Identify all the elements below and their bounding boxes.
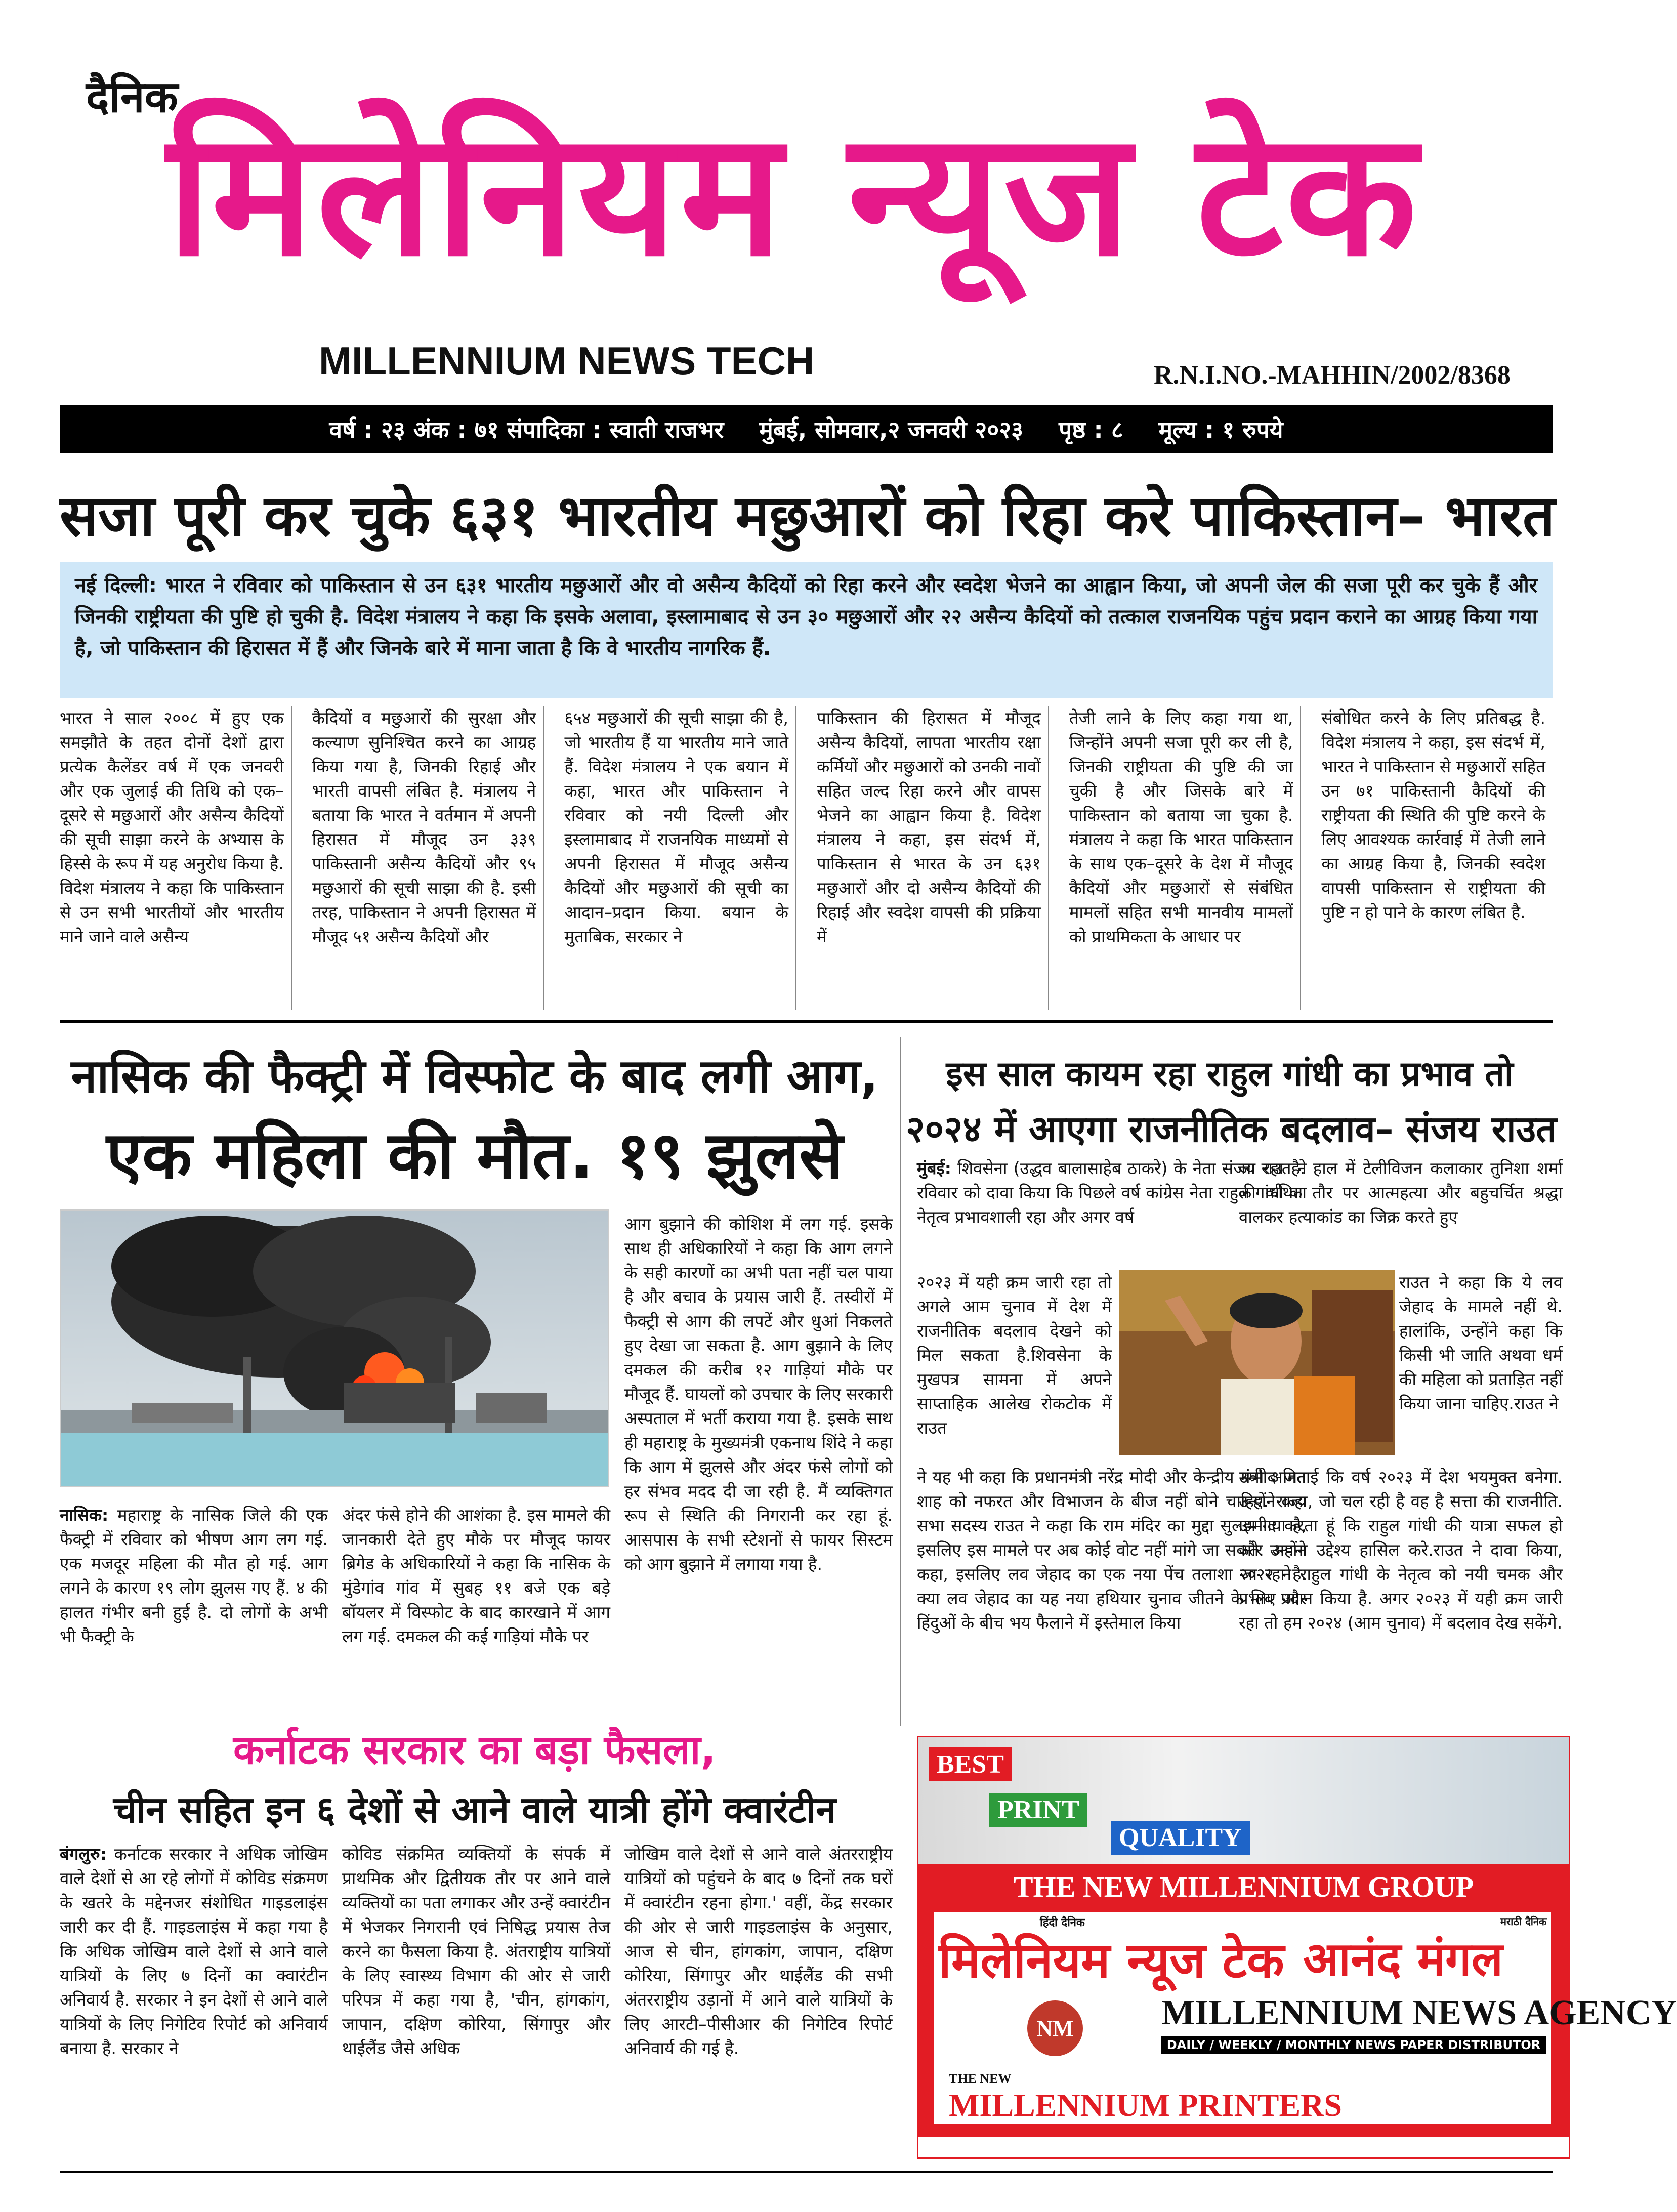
- story4-headline-line1: कर्नाटक सरकार का बड़ा फैसला,: [233, 1726, 716, 1773]
- story3-column: राउत ने कहा कि ये लव जेहाद के मामले नहीं थे. हालांकि, उन्होंने कहा कि किसी भी जाति अथवा धर्म की महिला को प्रताड़ित नहीं किया जाना चाहिए.राउत ने: [1399, 1272, 1563, 1413]
- group-advertisement: [917, 1736, 1677, 2159]
- story1-column: ६५४ मछुआरों की सूची साझा की है, जो भारतीय हैं या भारतीय माने जाते हैं. विदेश मंत्रालय ने एक बयान में कहा, भारत और पाकिस्तान ने रविवार को नयी दिल्ली और इस्लामाबाद में राजनयिक माध्यमों से अपनी हिरासत में मौजूद असैन्य कैदियों और मछुआरों की सूची का आदान–प्रदान किया. बयान के मुताबिक, सरकार ने: [564, 706, 796, 1010]
- story3-column-text: शिवसेना (उद्धव बालासाहेब ठाकरे) के नेता संजय राउत ने रविवार को दावा किया कि पिछले वर्ष कांग्रेस नेता राहुल गांधी का नेतृत्व प्रभावशाली रहा और अगर वर्ष: [917, 1158, 1307, 1227]
- ad-marathi-daily-label: मराठी दैनिक: [1500, 1915, 1547, 1928]
- story3-headline-line2: २०२४ में आएगा राजनीतिक बदलाव– संजय राउत: [906, 1108, 1557, 1150]
- story2-column: आग बुझाने की कोशिश में लग गई. इसके साथ ही अधिकारियों ने कहा कि आग लगने के सही कारणों का अभी पता नहीं चल पाया है और बचाव के प्रयास जारी हैं. तस्वीरों में फैक्ट्री से आग की लपटें और धुआं निकलते हुए देखा जा सकता है. आग बुझाने के लिए दमकल की करीब १२ गाड़ियां मौके पर मौजूद हैं. घायलों को उपचार के लिए सरकारी अस्पताल में भर्ती कराया गया है. इसके साथ ही महाराष्ट्र के मुख्यमंत्री एकनाथ शिंदे ने कहा कि आग में झुलसे और अंदर फंसे लोगों को हर संभव मदद दी जा रही है. मैं व्यक्तिगत रूप से स्थिति की निगरानी कर रहा हूं. आसपास के सभी स्टेशनों से फायर सिस्टम को आग बुझाने में लगाया गया है.: [624, 1214, 893, 1574]
- story4-headline-line2: चीन सहित इन ६ देशों से आने वाले यात्री होंगे क्वारंटीन: [113, 1788, 836, 1831]
- story2-headline-line1: नासिक की फैक्ट्री में विस्फोट के बाद लगी आग,: [71, 1049, 878, 1103]
- ad-hindi-daily-label: हिंदी दैनिक: [1040, 1916, 1085, 1929]
- story1-column: कैदियों व मछुआरों की सुरक्षा और कल्याण सुनिश्चित करने का आग्रह किया गया है, जिनकी रिहाई और भारती वापसी लंबित है. मंत्रालय ने बताया कि भारत ने वर्तमान में अपनी हिरासत में मौजूद उन ३३९ पाकिस्तानी असैन्य कैदियों और ९५ मछुआरों की सूची साझा की है. इसी तरह, पाकिस्तान ने अपनी हिरासत में मौजूद ५१ असैन्य कैदियों और: [312, 706, 544, 1010]
- story2-dateline: नासिक:: [60, 1505, 109, 1525]
- masthead-english-title: MILLENNIUM NEWS TECH: [319, 339, 815, 383]
- story3-column: जा रहा है. हाल में टेलीविजन कलाकार तुनिशा शर्मा की कथित तौर पर आत्महत्या और बहुचर्चित श्रद्धा वालकर हत्याकांड का जिक्र करते हुए: [1239, 1158, 1563, 1227]
- ad-quality-label: QUALITY: [1111, 1821, 1250, 1855]
- factory-fire-photo: [60, 1209, 609, 1487]
- masthead-title: मिलेनियम न्यूज टेक: [167, 95, 1420, 294]
- story1-column: पाकिस्तान की हिरासत में मौजूद असैन्य कैदियों, लापता भारतीय रक्षा कर्मियों और मछुआरों को उनकी नावों सहित जल्द रिहा करने और वापस भेजने का आह्वान किया है. विदेश मंत्रालय ने कहा, इस संदर्भ में, पाकिस्तान से भारत के उन ६३१ मछुआरों और दो असैन्य कैदियों की रिहाई और स्वदेश वापसी की प्रक्रिया में: [817, 706, 1049, 1010]
- ad-agency-subtitle: DAILY / WEEKLY / MONTHLY NEWS PAPER DISTRIBUTOR: [1161, 2036, 1546, 2054]
- story2-column: [60, 1503, 328, 1700]
- story1-columns: [60, 706, 1553, 1010]
- ad-hindi-title: मिलेनियम न्यूज टेक: [939, 1932, 1284, 1989]
- ad-print-label: PRINT: [989, 1793, 1087, 1827]
- story4-column-text: कर्नाटक सरकार ने अधिक जोखिम वाले देशों से आ रहे लोगों में कोविड संक्रमण के खतरे के मद्देनजर संशोधित गाइडलाइंस जारी कर दी हैं. गाइडलाइंस में कहा गया है कि अधिक जोखिम वाले देशों से आने वाले यात्रियों के लिए ७ दिनों का क्वारंटीन अनिवार्य है. सरकार ने इन देशों से आने वाले यात्रियों के लिए निगेटिव रिपोर्ट को अनिवार्य बनाया है. सरकार ने: [60, 1844, 328, 2058]
- story3-dateline: मुंबई:: [917, 1158, 951, 1178]
- section-divider: [60, 1020, 1553, 1023]
- story1-lead: नई दिल्ली: भारत ने रविवार को पाकिस्तान से उन ६३१ भारतीय मछुआरों और वो असैन्य कैदियों को रिहा करने और स्वदेश भेजने का आह्वान किया, जो अपनी जेल की सजा पूरी कर चुके हैं और जिनकी राष्ट्रीयता की पुष्टि हो चुकी है. विदेश मंत्रालय ने कहा कि इसके अलावा, इस्लामाबाद से उन ३० मछुआरों और २२ असैन्य कैदियों को तत्काल राजनयिक पहुंच प्रदान कराने का आग्रह किया गया है, जो पाकिस्तान की हिरासत में हैं और जिनके बारे में माना जाता है कि वे भारतीय नागरिक हैं.: [60, 562, 1553, 698]
- ad-nm-logo: NM: [1027, 2000, 1083, 2056]
- story4-column: कोविड संक्रमित व्यक्तियों के संपर्क में प्राथमिक और द्वितीयक तौर पर आने वाले व्यक्तियों का पता लगाकर और उन्हें क्वारंटीन में भेजकर निगरानी एवं निषिद्ध प्रयास तेज करने का फैसला किया है. अंतराष्ट्रीय यात्रियों के लिए स्वास्थ्य विभाग की ओर से जारी परिपत्र में कहा गया है, 'चीन, हांगकांग, जापान, दक्षिण कोरिया, सिंगापुर और थाईलैंड जैसे अधिक: [342, 1844, 610, 2058]
- story2-column: अंदर फंसे होने की आशंका है. इस मामले की जानकारी देते हुए मौके पर मौजूद फायर ब्रिगेड के अधिकारियों ने कहा कि नासिक के मुंडेगांव गांव में सुबह ११ बजे एक बड़े बॉयलर में विस्फोट के बाद कारखाने में आग लग गई. दमकल की कई गाड़ियां मौके पर: [342, 1505, 610, 1646]
- column-divider: [900, 1037, 901, 1726]
- story3-headline-line1: इस साल कायम रहा राहुल गांधी का प्रभाव तो: [946, 1054, 1514, 1094]
- ad-best-label: BEST: [929, 1747, 1012, 1781]
- masthead-daily-label: दैनिक: [86, 72, 178, 122]
- story2-headline-line2: एक महिला की मौत. १९ झुलसे: [106, 1118, 843, 1193]
- rni-number: R.N.I.NO.-MAHHIN/2002/8368: [1154, 361, 1511, 390]
- price: मूल्य : १ रुपये: [1158, 416, 1283, 443]
- story3-column: ने यह भी कहा कि प्रधानमंत्री नरेंद्र मोदी और केन्द्रीय मंत्री अमित शाह को नफरत और विभाजन के बीज नहीं बोने चाहिए. राज्य सभा सदस्य राउत ने कहा कि राम मंदिर का मुद्दा सुलझ गया है, इसलिए इस मामले पर अब कोई वोट नहीं मांगे जा सकते. उन्होंने कहा, इसलिए लव जेहाद का एक नया पेंच तलाशा जा रहा है. क्या लव जेहाद का यह नया हथियार चुनाव जीतने के लिए और हिंदुओं के बीच भय फैलाने में इस्तेमाल किया: [917, 1467, 1307, 1633]
- story3-column: २०२३ में यही क्रम जारी रहा तो अगले आम चुनाव में देश में राजनीतिक बदलाव देखने को मिल सकता है.शिवसेना के मुखपत्र सामना में अपने साप्ताहिक आलेख रोकटोक में राउत: [917, 1272, 1112, 1438]
- ad-agency-name: MILLENNIUM NEWS AGENCY: [1161, 1993, 1677, 2032]
- story3-column: उम्मीद जताई कि वर्ष २०२३ में देश भयमुक्त बनेगा. उन्होंने कहा, जो चल रही है वह है सत्ता की राजनीति. उम्मीद करता हूं कि राहुल गांधी की यात्रा सफल हो और अपना उद्देश्य हासिल करे.राउत ने दावा किया, २०२२ ने राहुल गांधी के नेतृत्व को नयी चमक और प्रभाव प्रदान किया है. अगर २०२३ में यही क्रम जारी रहा तो हम २०२४ (आम चुनाव) में बदलाव देख सकेंगे.: [1239, 1467, 1563, 1633]
- ad-the-new-label: THE NEW: [949, 2071, 1012, 2086]
- issue-info-bar: [60, 405, 1553, 453]
- issue-date: मुंबई, सोमवार,२ जनवरी २०२३: [759, 416, 1024, 443]
- issue-details: वर्ष : २३ अंक : ७१ संपादिका : स्वाती राजभर: [329, 416, 724, 443]
- ad-printers-name: MILLENNIUM PRINTERS: [949, 2087, 1342, 2123]
- story1-headline: सजा पूरी कर चुके ६३१ भारतीय मछुआरों को रिहा करे पाकिस्तान– भारत: [60, 483, 1555, 549]
- story2-column-text: महाराष्ट्र के नासिक जिले की एक फैक्ट्री में रविवार को भीषण आग लग गई. एक मजदूर महिला की मौत हो गई. आग लगने के कारण १९ लोग झुलस गए हैं. ४ की हालत गंभीर बनी हुई है. दो लोगों के अभी भी फैक्ट्री के: [60, 1505, 328, 1646]
- story4-column: [60, 1842, 328, 2156]
- page-bottom-rule: [60, 2171, 1553, 2173]
- page-count: पृष्ठ : ८: [1059, 416, 1123, 443]
- story1-column: संबोधित करने के लिए प्रतिबद्ध है. विदेश मंत्रालय ने कहा, इस संदर्भ में, भारत ने पाकिस्तान से मछुआरों सहित उन ७१ पाकिस्तानी कैदियों की राष्ट्रीयता की स्थिति की पुष्टि करने के लिए आवश्यक कार्रवाई में तेजी लाने का आग्रह किया है, जिनकी स्वदेश वापसी पाकिस्तान से राष्ट्रीयता की पुष्टि न हो पाने के कारण लंबित है.: [1321, 708, 1546, 922]
- story4-dateline: बंगलुरु:: [60, 1844, 107, 1864]
- story1-column: तेजी लाने के लिए कहा गया था, जिन्होंने अपनी सजा पूरी कर ली है, जिनकी राष्ट्रीयता की पुष्टि की जा चुकी है और जिसके बारे में पाकिस्तान को बताया जा चुका है. मंत्रालय ने कहा कि भारत पाकिस्तान के साथ एक–दूसरे के देश में मौजूद कैदियों और मछुआरों से संबंधित मामलों सहित सभी मानवीय मामलों को प्राथमिकता के आधार पर: [1069, 706, 1302, 1010]
- story4-column: जोखिम वाले देशों से आने वाले अंतरराष्ट्रीय यात्रियों को पहुंचने के बाद ७ दिनों तक घरों में क्वारंटीन रहना होगा.' वहीं, केंद्र सरकार की ओर से जारी गाइडलाइंस के अनुसार, आज से चीन, हांगकांग, जापान, दक्षिण कोरिया, सिंगापुर और थाईलैंड की सभी अंतरराष्ट्रीय उड़ानों में आने वाले यात्रियों के लिए आरटी–पीसीआर की निगेटिव रिपोर्ट अनिवार्य की गई है.: [624, 1844, 893, 2058]
- story1-column: भारत ने साल २००८ में हुए एक समझौते के तहत दोनों देशों द्वारा प्रत्येक कैलेंडर वर्ष में एक जनवरी और एक जुलाई की तिथि को एक–दूसरे से मछुआरों और असैन्य कैदियों की सूची साझा करने के अभ्यास के हिस्से के रूप में यह अनुरोध किया है. विदेश मंत्रालय ने कहा कि पाकिस्तान से उन सभी भारतीयों और भारतीय माने जाने वाले असैन्य: [60, 706, 292, 1010]
- ad-marathi-title: आनंद मंगल: [1303, 1932, 1503, 1986]
- ad-group-name: THE NEW MILLENNIUM GROUP: [1013, 1870, 1474, 1903]
- sanjay-raut-photo: [1119, 1270, 1395, 1455]
